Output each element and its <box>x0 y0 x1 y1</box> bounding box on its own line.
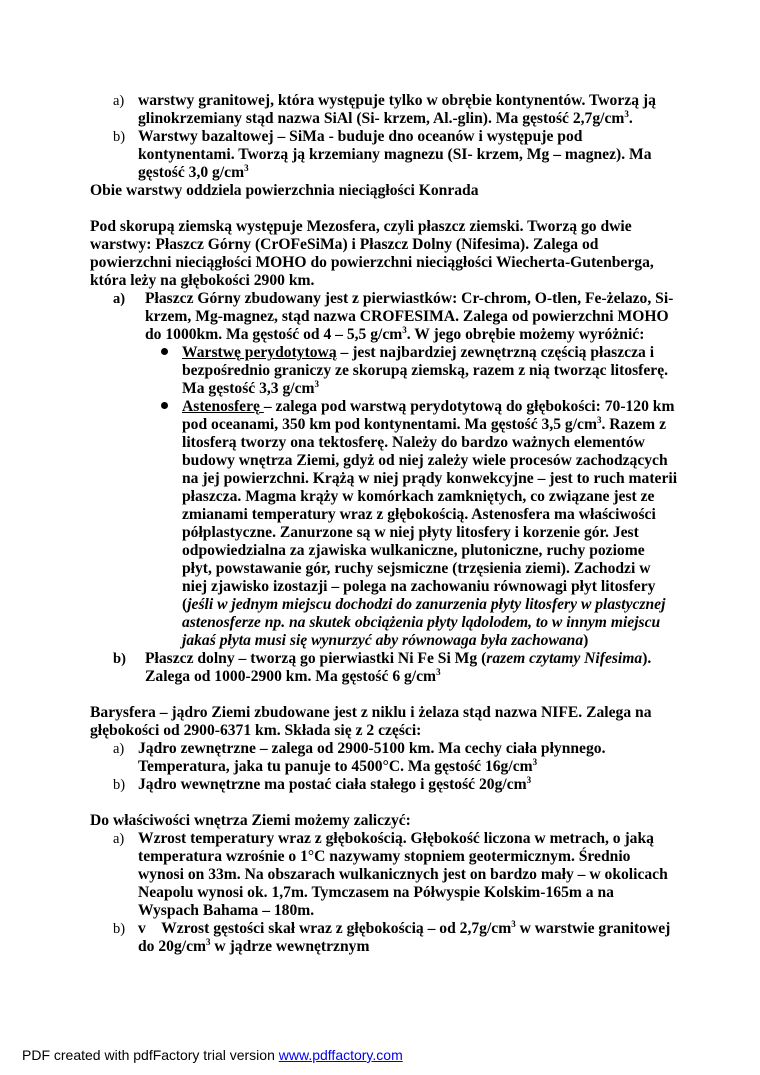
text-line: temperatura wzrośnie o 1°C nazywamy stopniem geotermicznym. Średnio <box>138 848 631 865</box>
text-line: bezpośrednio graniczy ze skorupą ziemską, razem z nią tworząc litosferę. <box>182 362 669 379</box>
text-line: do 1000km. Ma gęstość od 4 – 5,5 $g/cm^3$. W jego obrębie możemy wyróżnić: <box>145 325 645 343</box>
bullet-icon <box>161 348 168 355</box>
text-line: Wzrost temperatury wraz z głębokością. Głębokość liczona w metrach, o jaką <box>138 830 654 847</box>
text-line: płaszcza. Magma krąży w komórkach zamkniętych, co związane jest ze <box>182 488 655 505</box>
list-marker: b) <box>113 921 126 937</box>
text-line: Jądro zewnętrzne – zalega od 2900-5100 km. Ma cechy ciała płynnego. <box>138 740 606 757</box>
bullet-icon <box>161 402 168 409</box>
text-line: gęstość 3,0 $g/cm^3$ <box>138 163 249 181</box>
text-line: Jądro wewnętrzne ma postać ciała stałego i gęstość $20g/cm^3$ <box>138 775 532 793</box>
text-line: która leży na głębokości 2900 km. <box>90 272 315 289</box>
text-line: niej zjawisko izostazji – polega na zachowaniu równowagi płyt litosfery <box>182 578 656 595</box>
text-line: Barysfera – jądro Ziemi zbudowane jest z niklu i żelaza stąd nazwa NIFE. Zalega na <box>90 704 652 721</box>
text-line: zmianami temperatury wraz z głębokością. Astenosfera ma właściwości <box>182 506 656 523</box>
pdf-footer: PDF created with pdfFactory trial version www.pdffactory.com <box>22 1047 403 1063</box>
list-marker: a) <box>113 741 125 757</box>
text-line: warstwy granitowej, która występuje tylko w obrębie kontynentów. Tworzą ją <box>138 92 656 109</box>
text-line: Obie warstwy oddziela powierzchnia nieciągłości Konrada <box>90 182 479 199</box>
text-line: warstwy: Płaszcz Górny (CrOFeSiMa) i Płaszcz Dolny (Nifesima). Zalega od <box>90 236 599 253</box>
text-line: glinokrzemiany stąd nazwa SiAl (Si- krzem, Al.-glin). Ma gęstość $2,7g/cm^3$. <box>138 109 633 127</box>
list-marker: a) <box>113 291 126 307</box>
text-line: Pod skorupą ziemską występuje Mezosfera, czyli płaszcz ziemski. Tworzą go dwie <box>90 218 632 235</box>
text-line: Płaszcz Górny zbudowany jest z pierwiastków: Cr-chrom, O-tlen, Fe-żelazo, Si- <box>145 290 674 307</box>
text-line: do $20g/cm^3$ w jądrze wewnętrznym <box>138 937 370 955</box>
text-line: płyt, powstawanie gór, ruchy sejsmiczne (trzęsienia ziemi). Zachodzi w <box>182 560 651 577</box>
list-marker: a) <box>113 831 125 847</box>
text-line: Płaszcz dolny – tworzą go pierwiastki Ni Fe Si Mg (razem czytamy Nifesima). <box>145 650 652 667</box>
text-line: Do właściwości wnętrza Ziemi możemy zaliczyć: <box>90 812 411 829</box>
list-marker: b) <box>113 651 126 667</box>
text-line: litosferą tworzy ona tektosferę. Należy do bardzo ważnych elementów <box>182 434 645 451</box>
text-line: Astenosferę – zalega pod warstwą perydotytową do głębokości: 70-120 km <box>182 398 675 415</box>
text-line: Warstwę perydotytową – jest najbardziej zewnętrzną częścią płaszcza i <box>182 344 655 361</box>
pdffactory-link[interactable]: www.pdffactory.com <box>278 1047 403 1063</box>
text-line: głębokości od 2900-6371 km. Składa się z 2 części: <box>90 722 422 739</box>
text-line: pod oceanami, 350 km pod kontynentami. Ma gęstość 3,5 $g/cm^3$. Razem z <box>182 415 666 433</box>
text-line: v Wzrost gęstości skał wraz z głębokością – od $2,7g/cm^3$ w warstwie granitowej <box>138 919 671 937</box>
text-line: jakaś płyta musi się wynurzyć aby równowaga była zachowana) <box>182 632 589 649</box>
text-line: Neapolu wynosi ok. 1,7m. Tymczasem na Półwyspie Kolskim-165m a na <box>138 884 614 901</box>
list-marker: b) <box>113 777 126 793</box>
text-line: kontynentami. Tworzą ją krzemiany magnezu (SI- krzem, Mg – magnez). Ma <box>138 146 652 163</box>
list-marker: b) <box>113 129 126 145</box>
text-line: (jeśli w jednym miejscu dochodzi do zanurzenia płyty litosfery w plastycznej <box>182 596 666 613</box>
text-line: Wyspach Bahama – 180m. <box>138 902 315 919</box>
text-line: krzem, Mg-magnez, stąd nazwa CROFESIMA. Zalega od powierzchni MOHO <box>145 308 669 325</box>
text-line: Ma gęstość 3,3 $g/cm^3$ <box>182 379 320 397</box>
text-line: półplastyczne. Zanurzone są w niej płyty litosfery i korzenie gór. Jest <box>182 524 639 541</box>
text-line: wynosi on 33m. Na obszarach wulkanicznych jest on bardzo mały – w okolicach <box>138 866 668 883</box>
text-line: Temperatura, jaka tu panuje to 4500°C. Ma gęstość $16g/cm^3$ <box>138 757 538 775</box>
text-line: Warstwy bazaltowej – SiMa - buduje dno oceanów i występuje pod <box>138 128 583 145</box>
text-line: astenosferze np. na skutek obciążenia płyty lądolodem, to w innym miejscu <box>182 614 661 631</box>
text-line: Zalega od 1000-2900 km. Ma gęstość 6 $g/cm^3$ <box>145 667 441 685</box>
text-line: budowy wnętrza Ziemi, gdyż od niej zależy wiele procesów zachodzących <box>182 452 668 469</box>
text-line: odpowiedzialna za zjawiska wulkaniczne, plutoniczne, ruchy poziome <box>182 542 645 559</box>
list-marker: a) <box>113 93 125 109</box>
text-line: na jej powierzchni. Krążą w niej prądy konwekcyjne – jest to ruch materii <box>182 470 678 487</box>
text-line: powierzchni nieciągłości MOHO do powierzchni nieciągłości Wiecherta-Gutenberga, <box>90 254 654 271</box>
